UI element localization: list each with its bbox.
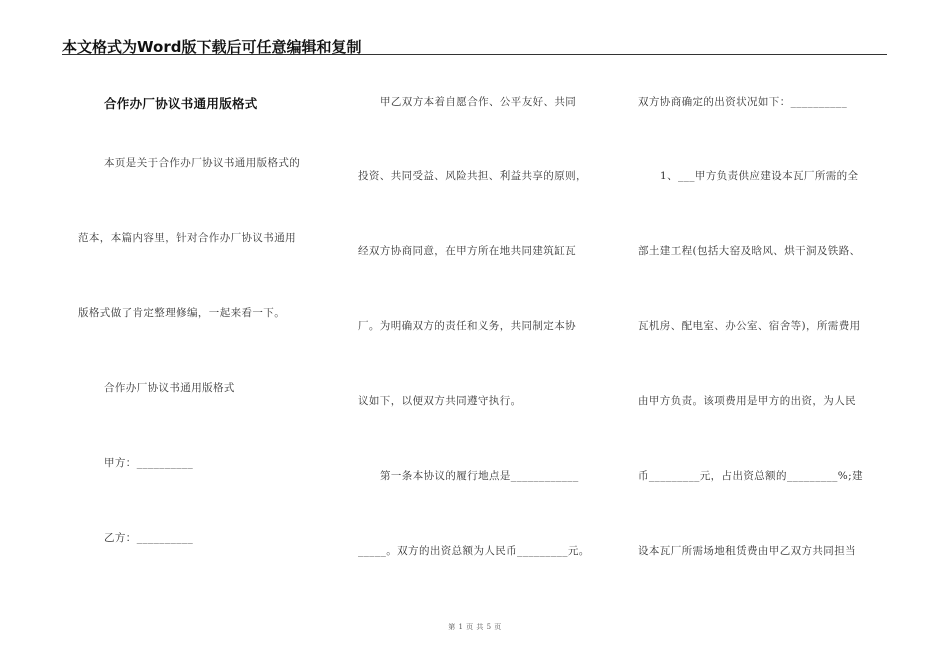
middle-paragraph-line: 厂。为明确双方的责任和义务，共同制定本协	[358, 320, 576, 332]
document-title: 合作办厂协议书通用版格式	[104, 96, 258, 111]
middle-paragraph-line: 议如下，以便双方共同遵守执行。	[358, 395, 522, 407]
page-number: 第 1 页 共 5 页	[448, 623, 502, 631]
left-paragraph-line: 版格式做了肯定整理修编，一起来看一下。	[78, 307, 286, 319]
left-subtitle: 合作办厂协议书通用版格式	[104, 382, 235, 394]
party-a-field: 甲方：__________	[104, 457, 194, 469]
middle-paragraph-line: _____。双方的出资总额为人民币_________元。	[358, 545, 590, 557]
party-b-field: 乙方：__________	[104, 532, 194, 544]
right-paragraph-line: 1、___甲方负责供应建设本瓦厂所需的全	[660, 170, 859, 182]
left-paragraph-line: 范本，本篇内容里，针对合作办厂协议书通用	[78, 232, 296, 244]
right-paragraph-line: 币_________元，占出资总额的_________%;建	[638, 470, 864, 482]
article-one-line: 第一条本协议的履行地点是____________	[380, 470, 579, 482]
middle-paragraph-line: 甲乙双方本着自愿合作、公平友好、共同	[380, 96, 577, 108]
middle-paragraph-line: 经双方协商同意，在甲方所在地共同建筑缸瓦	[358, 245, 576, 257]
middle-paragraph-line: 投资、共同受益、风险共担、利益共享的原则，	[358, 170, 587, 182]
right-paragraph-line: 由甲方负责。该项费用是甲方的出资，为人民	[638, 395, 856, 407]
right-paragraph-line: 瓦机房、配电室、办公室、宿舍等)，所需费用	[638, 320, 861, 332]
right-paragraph-line: 部土建工程(包括大窑及晗风、烘干洞及铁路、	[638, 245, 861, 257]
document-header: 本文格式为Word版下载后可任意编辑和复制	[62, 38, 362, 56]
right-paragraph-line: 设本瓦厂所需场地租赁费由甲乙双方共同担当	[638, 545, 856, 557]
left-paragraph-line: 本页是关于合作办厂协议书通用版格式的	[104, 157, 301, 169]
header-divider	[62, 54, 887, 55]
right-paragraph-line: 双方协商确定的出资状况如下：__________	[638, 96, 848, 108]
